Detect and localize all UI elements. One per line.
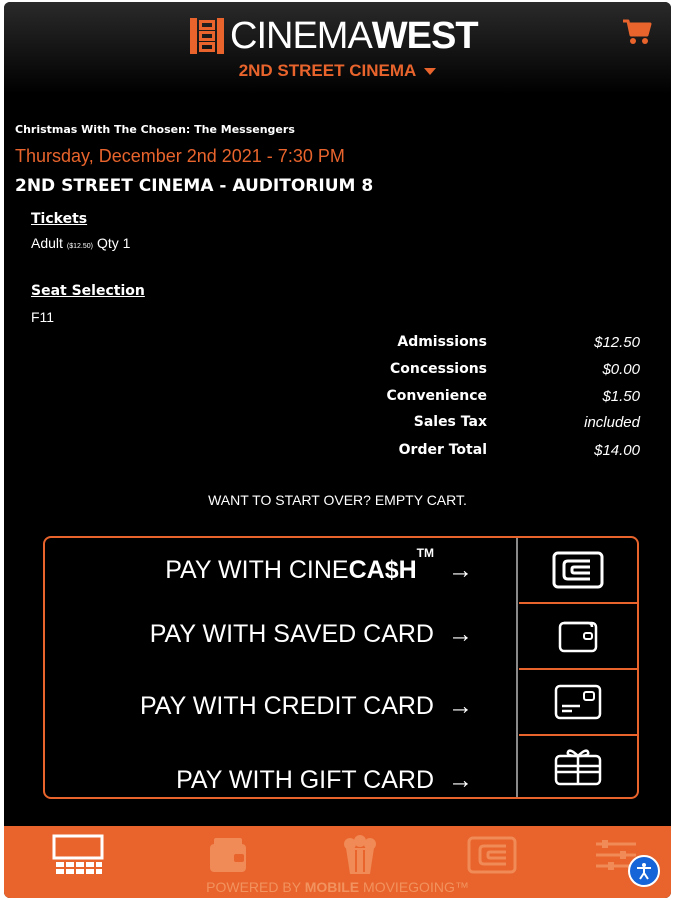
ticket-line xyxy=(31,235,130,251)
show-datetime: Thursday, December 2nd 2021 - 7:30 PM xyxy=(15,146,345,166)
wallet-icon xyxy=(558,619,598,653)
pay-with-cinecash-button[interactable] xyxy=(45,538,515,602)
payment-options xyxy=(43,536,639,799)
arrow-right-icon: → xyxy=(448,556,473,584)
arrow-right-icon: → xyxy=(448,620,473,648)
summary-label: Order Total xyxy=(398,442,487,458)
powered-bold: MOBILE xyxy=(304,879,360,895)
pay-with-saved-card-label xyxy=(150,602,473,666)
summary-value: included xyxy=(584,414,640,431)
summary-row-convenience xyxy=(304,388,640,408)
movie-title: Christmas With The Chosen: The Messengers xyxy=(15,123,295,136)
arrow-right-icon: → xyxy=(448,692,473,720)
ticket-price: ($12.50) xyxy=(66,243,93,250)
pay-with-gift-card-button[interactable] xyxy=(45,748,515,812)
summary-value: $12.50 xyxy=(594,334,640,351)
bottom-nav xyxy=(4,826,671,898)
pay-with-cinecash-label xyxy=(165,538,473,602)
saved-card-text: PAY WITH SAVED CARD xyxy=(149,620,434,648)
seat-value: F11 xyxy=(31,309,55,325)
chevron-down-icon xyxy=(424,68,436,75)
logo-text-bold: WEST xyxy=(371,15,478,57)
summary-label: Admissions xyxy=(397,334,487,350)
cinecash-prefix: PAY WITH CINE xyxy=(165,556,349,584)
pay-with-gift-card-label xyxy=(176,748,473,812)
ticket-qty: Qty 1 xyxy=(97,235,131,251)
credit-card-icon xyxy=(554,684,602,720)
powered-suffix: MOVIEGOING™ xyxy=(363,879,469,895)
summary-row-admissions xyxy=(304,334,640,354)
cinemawest-logo[interactable] xyxy=(190,16,478,56)
summary-row-order-total xyxy=(304,442,640,462)
summary-value: $0.00 xyxy=(602,361,640,378)
trademark: TM xyxy=(416,546,434,560)
logo-text-light: CINEMA xyxy=(230,15,372,57)
popcorn-icon[interactable] xyxy=(334,834,386,876)
empty-cart-link[interactable]: WANT TO START OVER? EMPTY CART. xyxy=(208,492,467,508)
summary-label: Sales Tax xyxy=(413,414,487,430)
film-strip-icon xyxy=(190,18,224,54)
powered-by xyxy=(4,879,671,895)
arrow-right-icon: → xyxy=(448,766,473,794)
gift-card-icon-cell[interactable] xyxy=(519,736,637,797)
pay-with-credit-card-button[interactable] xyxy=(45,674,515,738)
cinecash-bold: CA$H xyxy=(348,556,417,584)
wallet-icon-cell[interactable] xyxy=(519,604,637,670)
cinecash-icon xyxy=(552,551,604,589)
app-frame xyxy=(4,2,671,898)
accessibility-icon[interactable] xyxy=(628,855,660,887)
gift-card-icon xyxy=(554,748,602,786)
pay-with-saved-card-button[interactable] xyxy=(45,602,515,666)
header xyxy=(4,2,671,94)
ticket-type: Adult xyxy=(31,235,63,251)
accessibility-figure-icon xyxy=(635,862,653,880)
cinecash-icon-cell[interactable] xyxy=(519,538,637,604)
venue-selector[interactable] xyxy=(4,61,671,81)
cinecash-icon[interactable] xyxy=(466,834,518,876)
summary-label: Concessions xyxy=(389,361,487,377)
seat-selection-heading: Seat Selection xyxy=(31,283,145,299)
credit-card-icon-cell[interactable] xyxy=(519,670,637,736)
powered-prefix: POWERED BY xyxy=(206,879,301,895)
summary-value: $14.00 xyxy=(594,442,640,459)
pay-with-credit-card-label xyxy=(140,674,473,738)
summary-row-sales-tax xyxy=(304,414,640,434)
logo-text xyxy=(230,16,478,56)
theater-seats-icon[interactable] xyxy=(52,834,104,876)
gift-card-text: PAY WITH GIFT CARD xyxy=(176,766,434,794)
tickets-heading: Tickets xyxy=(31,211,88,227)
wallet-icon[interactable] xyxy=(202,834,254,876)
divider xyxy=(516,538,518,797)
auditorium: 2ND STREET CINEMA - AUDITORIUM 8 xyxy=(15,176,374,196)
summary-label: Convenience xyxy=(386,388,487,404)
summary-value: $1.50 xyxy=(602,388,640,405)
summary-row-concessions xyxy=(304,361,640,381)
cart-icon[interactable] xyxy=(622,18,652,46)
credit-card-text: PAY WITH CREDIT CARD xyxy=(139,692,434,720)
venue-selector-label: 2ND STREET CINEMA xyxy=(238,61,417,80)
